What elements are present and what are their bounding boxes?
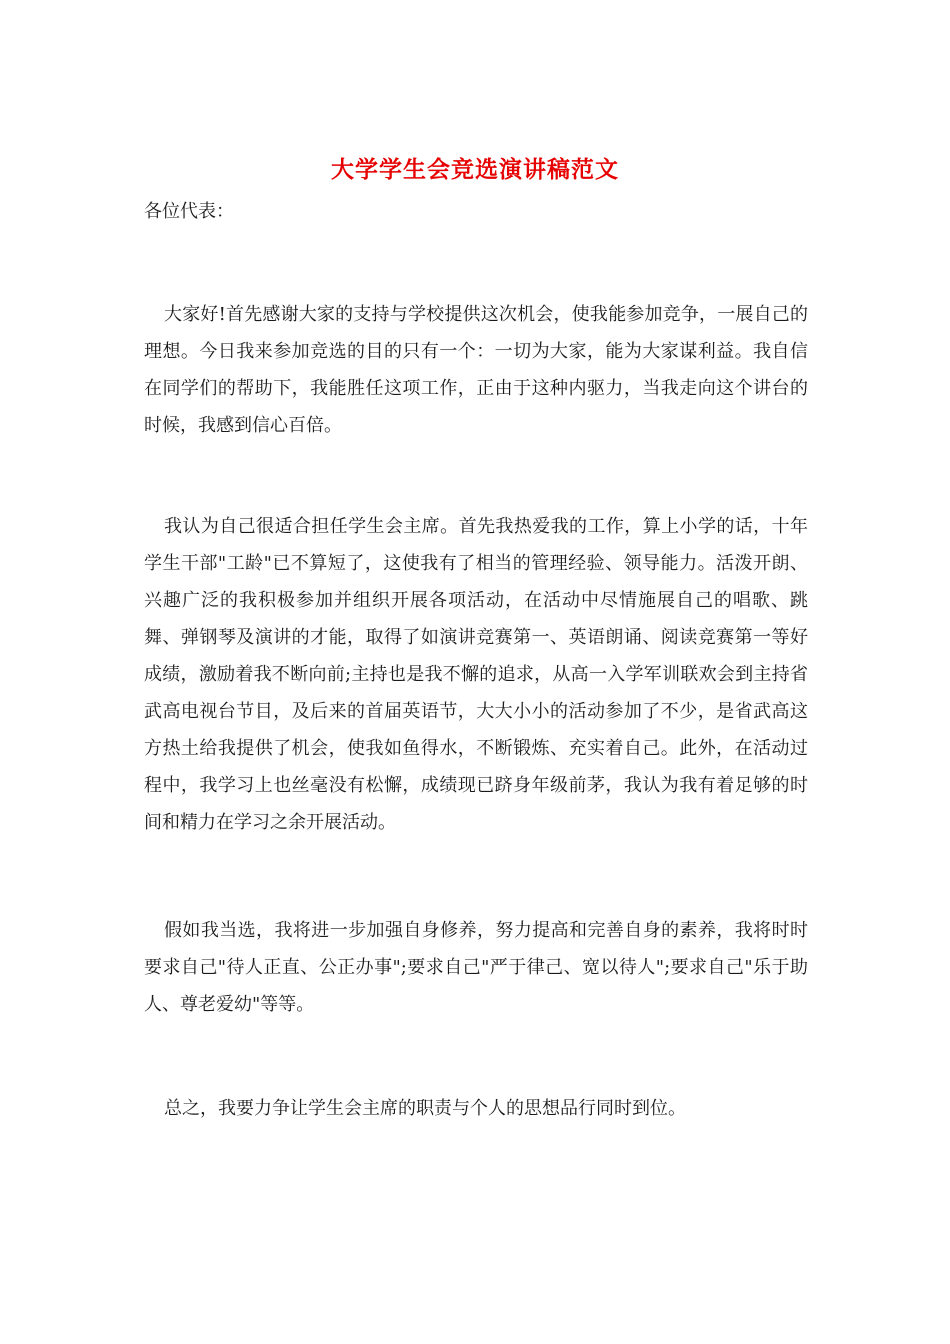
paragraph-1: 大家好!首先感谢大家的支持与学校提供这次机会，使我能参加竞争，一展自己的理想。今日我来参加竞选的目的只有一个：一切为大家，能为大家谋利益。我自信在同学们的帮助下，我能胜任这项工作，正由于这种内驱力，当我走向这个讲台的时候，我感到信心百倍。	[144, 304, 808, 436]
paragraph-3: 假如我当选，我将进一步加强自身修养，努力提高和完善自身的素养，我将时时要求自己"待人正直、公正办事";要求自己"严于律己、宽以待人";要求自己"乐于助人、尊老爱幼"等等。	[144, 920, 808, 1015]
paragraph-4: 总之，我要力争让学生会主席的职责与个人的思想品行同时到位。	[164, 1098, 686, 1119]
salutation: 各位代表：	[144, 201, 234, 222]
document-title: 大学学生会竞选演讲稿范文	[331, 156, 619, 183]
paragraph-2: 我认为自己很适合担任学生会主席。首先我热爱我的工作，算上小学的话，十年学生干部"工龄"已不算短了，这使我有了相当的管理经验、领导能力。活泼开朗、兴趣广泛的我积极参加并组织开展各项活动，在活动中尽情施展自己的唱歌、跳舞、弹钢琴及演讲的才能，取得了如演讲竞赛第一、英语朗诵、阅读竞赛第一等好成绩，激励着我不断向前;主持也是我不懈的追求，从高一入学军训联欢会到主持省武高电视台节目，及后来的首届英语节，大大小小的活动参加了不少，是省武高这方热土给我提供了机会，使我如鱼得水，不断锻炼、充实着自己。此外，在活动过程中，我学习上也丝毫没有松懈，成绩现已跻身年级前茅，我认为我有着足够的时间和精力在学习之余开展活动。	[144, 516, 808, 833]
